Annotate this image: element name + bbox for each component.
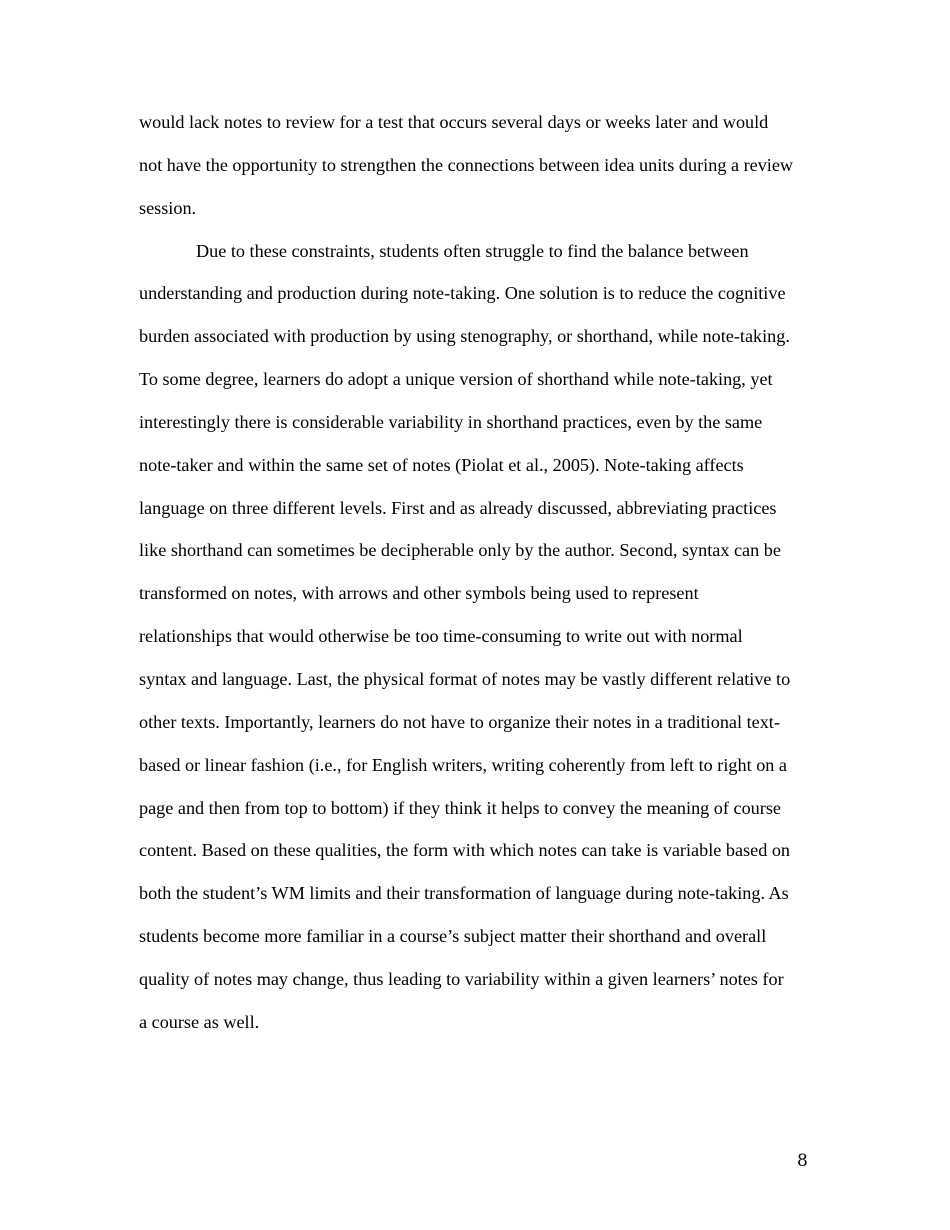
text-line: both the student’s WM limits and their transformation of language during note-taking. As bbox=[139, 883, 789, 904]
text-line: understanding and production during note-taking. One solution is to reduce the cognitive bbox=[139, 283, 786, 304]
text-line: transformed on notes, with arrows and other symbols being used to represent bbox=[139, 583, 699, 604]
text-line: Due to these constraints, students often struggle to find the balance between bbox=[196, 240, 749, 261]
text-line: burden associated with production by using stenography, or shorthand, while note-taking. bbox=[139, 326, 790, 347]
text-line: like shorthand can sometimes be decipherable only by the author. Second, syntax can be bbox=[139, 540, 781, 561]
text-line: would lack notes to review for a test that occurs several days or weeks later and would bbox=[139, 112, 769, 132]
text-line: content. Based on these qualities, the form with which notes can take is variable based on bbox=[139, 840, 791, 861]
text-line: students become more familiar in a course’s subject matter their shorthand and overall bbox=[139, 926, 767, 947]
text-line: other texts. Importantly, learners do not have to organize their notes in a traditional text- bbox=[139, 711, 780, 732]
text-line: not have the opportunity to strengthen the connections between idea units during a review bbox=[139, 154, 794, 175]
text-line: page and then from top to bottom) if they think it helps to convey the meaning of course bbox=[139, 797, 781, 818]
text-line: quality of notes may change, thus leading to variability within a given learners’ notes for bbox=[139, 968, 784, 989]
text-line: a course as well. bbox=[139, 1011, 260, 1032]
text-line: To some degree, learners do adopt a unique version of shorthand while note-taking, yet bbox=[139, 369, 773, 390]
paragraph-1 bbox=[139, 101, 811, 230]
text-line: syntax and language. Last, the physical format of notes may be vastly different relative to bbox=[139, 668, 791, 689]
body-text bbox=[139, 101, 811, 1044]
text-line: interestingly there is considerable variability in shorthand practices, even by the same bbox=[139, 411, 763, 432]
paragraph-2 bbox=[139, 230, 811, 1044]
text-line: language on three different levels. First and as already discussed, abbreviating practices bbox=[139, 497, 777, 518]
text-line: relationships that would otherwise be too time-consuming to write out with normal bbox=[139, 626, 743, 647]
text-line: session. bbox=[139, 197, 197, 218]
text-line: based or linear fashion (i.e., for English writers, writing coherently from left to right on a bbox=[139, 754, 788, 775]
page-number: 8 bbox=[797, 1151, 808, 1171]
text-line: note-taker and within the same set of notes (Piolat et al., 2005). Note-taking affects bbox=[139, 454, 744, 475]
